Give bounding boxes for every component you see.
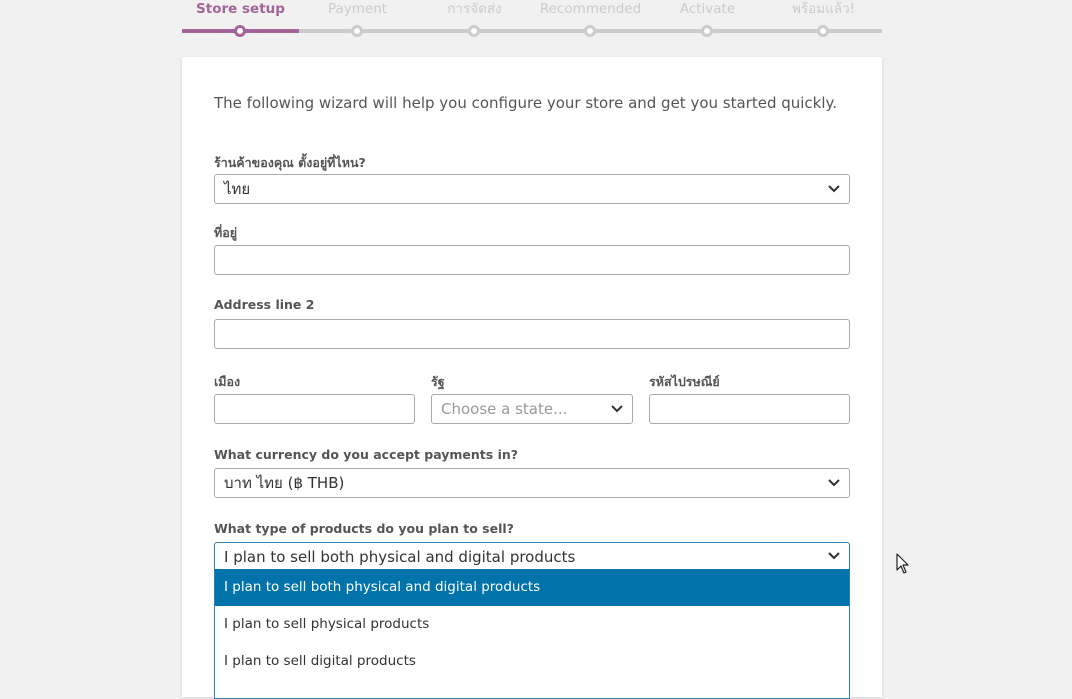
country-label: ร้านค้าของคุณ ตั้งอยู่ที่ไหน?	[214, 155, 366, 170]
setup-card	[182, 57, 882, 697]
country-select[interactable]	[214, 174, 850, 204]
step-shipping[interactable]	[416, 0, 533, 40]
product-type-option-both[interactable]: I plan to sell both physical and digital products	[215, 569, 849, 606]
state-select[interactable]	[431, 394, 633, 424]
step-label: Payment	[327, 1, 388, 17]
step-label: Store setup	[196, 1, 285, 17]
state-label: รัฐ	[431, 374, 445, 389]
step-payment[interactable]	[299, 0, 416, 40]
address1-label: ที่อยู่	[214, 225, 238, 240]
postcode-input[interactable]	[649, 394, 850, 424]
step-label: การจัดส่ง	[447, 1, 502, 17]
step-dot	[351, 25, 363, 37]
product-type-select[interactable]	[214, 542, 850, 569]
state-placeholder: Choose a state...	[441, 400, 568, 418]
currency-value: บาท ไทย (฿ THB)	[224, 474, 345, 492]
city-input[interactable]	[214, 394, 415, 424]
step-dot	[468, 25, 480, 37]
step-dot	[817, 25, 829, 37]
product-type-option-physical[interactable]: I plan to sell physical products	[224, 616, 430, 632]
step-dot	[584, 25, 596, 37]
postcode-label: รหัสไปรษณีย์	[649, 374, 720, 389]
step-label: Recommended	[539, 1, 642, 17]
product-type-option-digital[interactable]: I plan to sell digital products	[224, 653, 416, 669]
chevron-down-icon	[827, 183, 841, 195]
chevron-down-icon	[610, 403, 624, 415]
currency-label: What currency do you accept payments in?	[214, 447, 519, 462]
address1-input[interactable]	[214, 245, 850, 275]
product-type-label: What type of products do you plan to sell?	[214, 521, 514, 536]
address2-input[interactable]	[214, 319, 850, 349]
setup-steps	[182, 0, 882, 40]
step-dot	[234, 25, 246, 37]
step-store-setup[interactable]	[182, 0, 299, 40]
chevron-down-icon	[827, 550, 841, 562]
product-type-value: I plan to sell both physical and digital products	[224, 548, 576, 566]
city-label: เมือง	[214, 374, 241, 389]
step-activate[interactable]	[649, 0, 766, 40]
mouse-cursor-icon	[896, 553, 910, 575]
step-dot	[701, 25, 713, 37]
chevron-down-icon	[827, 477, 841, 489]
intro-text: The following wizard will help you configure your store and get you started quickly.	[214, 94, 838, 112]
step-recommended[interactable]	[532, 0, 649, 40]
step-label: พร้อมแล้ว!	[791, 1, 856, 17]
step-label: Activate	[679, 1, 736, 17]
step-ready[interactable]	[765, 0, 882, 40]
country-value: ไทย	[224, 180, 251, 198]
currency-select[interactable]	[214, 468, 850, 498]
address2-label: Address line 2	[214, 297, 315, 312]
product-type-dropdown	[214, 569, 850, 699]
